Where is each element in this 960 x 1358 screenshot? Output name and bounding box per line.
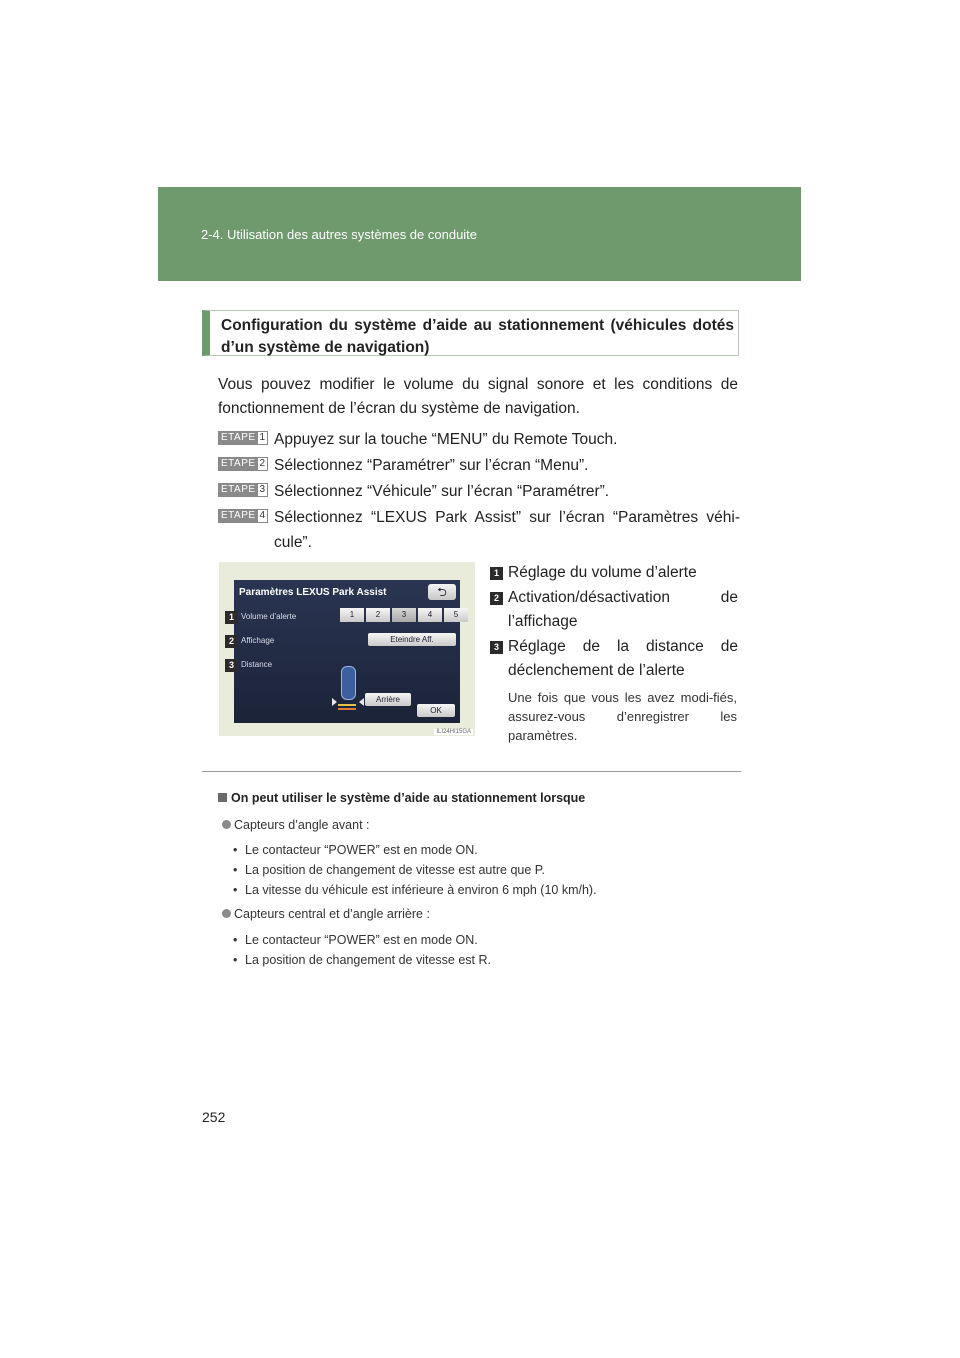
legend-text: Réglage du volume d’alerte (508, 564, 697, 581)
section-title-box (202, 310, 739, 356)
callout-marker-1: 1 (225, 611, 238, 624)
legend-item-2 (490, 586, 738, 634)
legend-text: Réglage de la distance de déclenchement de l’alerte (508, 638, 738, 679)
volume-level-buttons (340, 608, 470, 622)
intro-paragraph: Vous pouvez modifier le volume du signal sonore et les conditions de fonctionnement de l’écran du système de navigation. (218, 376, 738, 417)
circle-bullet-icon (222, 909, 231, 918)
volume-level-2-button[interactable]: 2 (366, 608, 390, 622)
step-text: Sélectionnez “Paramétrer” sur l’écran “Menu”. (274, 457, 589, 474)
info-item: • La position de changement de vitesse est autre que P. (233, 863, 545, 877)
info-heading: On peut utiliser le système d’aide au stationnement lorsque (218, 791, 585, 805)
distance-row-label: Distance (241, 660, 273, 669)
legend-note: Une fois que vous les avez modi-fiés, assurez-vous d’enregistrer les paramètres. (508, 690, 737, 743)
turn-off-display-button[interactable]: Eteindre Aff. (368, 633, 456, 646)
legend-text: Activation/désactivation de l’affichage (508, 589, 738, 630)
screen-title: Paramètres LEXUS Park Assist (239, 587, 387, 598)
volume-level-4-button[interactable]: 4 (418, 608, 442, 622)
nav-screen (234, 580, 460, 723)
step-badge: ETAPE 2 (218, 457, 268, 471)
legend-marker: 2 (490, 592, 503, 605)
legend-marker: 1 (490, 567, 503, 580)
callout-marker-3: 3 (225, 659, 238, 672)
car-icon (341, 666, 356, 700)
ok-button[interactable]: OK (417, 704, 455, 717)
step-badge: ETAPE 1 (218, 431, 268, 445)
square-bullet-icon (218, 793, 227, 802)
callout-marker-2: 2 (225, 635, 238, 648)
info-item: • Le contacteur “POWER” est en mode ON. (233, 843, 478, 857)
divider (202, 771, 741, 772)
volume-level-5-button[interactable]: 5 (444, 608, 468, 622)
info-group-2-title: Capteurs central et d’angle arrière : (222, 907, 430, 921)
page-number: 252 (202, 1109, 226, 1125)
step-text: Sélectionnez “LEXUS Park Assist” sur l’écran “Paramètres véhi-cule”. (274, 509, 740, 551)
step-text: Sélectionnez “Véhicule” sur l’écran “Paramétrer”. (274, 483, 610, 500)
step-badge: ETAPE 4 (218, 509, 268, 523)
sensor-bar-icon (338, 704, 356, 706)
display-row-label: Affichage (241, 636, 275, 645)
back-arrow-icon[interactable]: ⮌ (428, 584, 456, 600)
step-badge: ETAPE 3 (218, 483, 268, 497)
legend-marker: 3 (490, 641, 503, 654)
volume-row-label: Volume d’alerte (241, 612, 297, 621)
arrow-left-icon (359, 698, 364, 706)
info-group-1-title: Capteurs d’angle avant : (222, 818, 370, 832)
section-title: Configuration du système d’aide au stationnement (véhicules dotés d’un système de navigation) (221, 317, 734, 356)
chapter-breadcrumb: 2-4. Utilisation des autres systèmes de conduite (201, 227, 478, 242)
sensor-bar-icon (338, 708, 356, 710)
circle-bullet-icon (222, 820, 231, 829)
chapter-header-band (158, 187, 801, 281)
legend-item-3 (490, 635, 738, 683)
volume-level-1-button[interactable]: 1 (340, 608, 364, 622)
volume-level-3-button[interactable]: 3 (392, 608, 416, 622)
rear-button[interactable]: Arrière (365, 693, 411, 706)
arrow-right-icon (332, 698, 337, 706)
settings-screen-illustration (219, 562, 475, 736)
info-item: • La position de changement de vitesse est R. (233, 953, 491, 967)
illustration-code: ILI24HI15GA (436, 729, 471, 735)
info-item: • Le contacteur “POWER” est en mode ON. (233, 933, 478, 947)
step-text: Appuyez sur la touche “MENU” du Remote Touch. (274, 431, 618, 448)
info-item: • La vitesse du véhicule est inférieure à environ 6 mph (10 km/h). (233, 883, 597, 897)
